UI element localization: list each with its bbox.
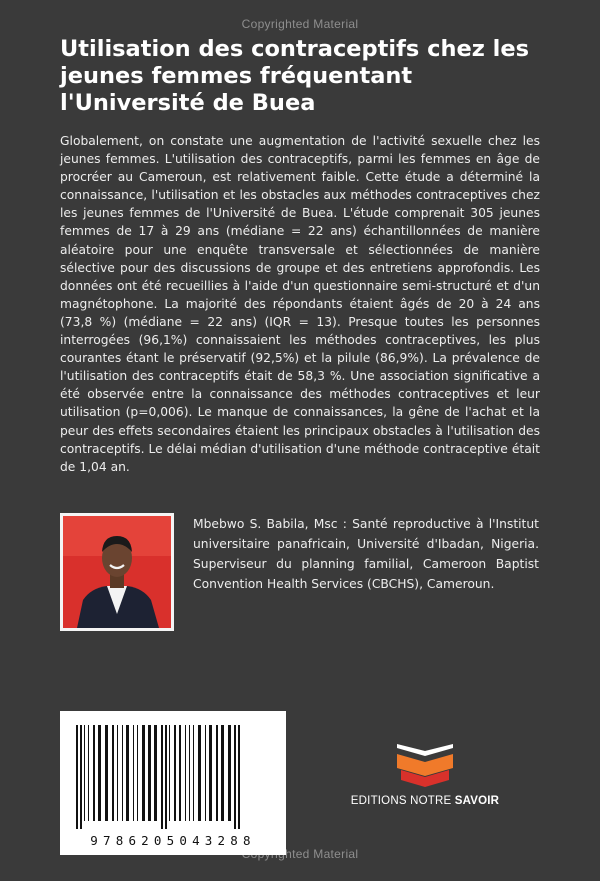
watermark-bottom: Copyrighted Material — [241, 847, 359, 861]
book-abstract: Globalement, on constate une augmentation de l'activité sexuelle chez les jeunes femmes. L'utilisation des contraceptifs, parmi les femmes en âge de procréer au Cameroun, est relativement faible. Cette étude a déterminé la connaissance, l'utilisation et les obstacles aux méthodes contraceptives chez les jeunes femmes de l'Université de Buea. L'étude comprenait 305 jeunes femmes de 17 à 29 ans (médiane = 22 ans) échantillonnées de manière aléatoire pour une enquête transversale et sélectionnées de manière sélective pour des discussions de groupe et des entretiens approfondis. Les données ont été recueillies à l'aide d'un questionnaire semi-structuré et d'un magnétophone. La majorité des répondants étaient âgés de 20 à 24 ans (73,8 %) (médiane = 22 ans) (IQR = 13). Presque toutes les personnes interrogées (96,1%) connaissaient les méthodes contraceptives, les plus courantes étant le préservatif (92,5%) et la pilule (86,9%). La prévalence de l'utilisation des contraceptifs était de 58,3 %. Une association significative a été observée entre la connaissance des méthodes contraceptives et leur utilisation (p=0,006). Le manque de connaissances, la gêne de l'achat et la peur des effets secondaires étaient les principaux obstacles à l'utilisation des contraceptifs. Le délai médian d'utilisation d'une méthode contraceptive était de 1,04 an. — [60, 134, 540, 474]
publisher-logo — [345, 738, 505, 828]
watermark-top: Copyrighted Material — [241, 17, 359, 31]
open-book-stack-logo-icon — [393, 738, 457, 790]
barcode-bars-icon — [74, 725, 272, 829]
isbn-number: 9786205043288 — [90, 833, 256, 848]
author-bio: Mbebwo S. Babila, Msc : Santé reproductive à l'Institut universitaire panafricain, Université d'Ibadan, Nigeria. Superviseur du planning familial, Cameroon Baptist Convention Health Services (CBCHS), Cameroun. — [193, 517, 539, 591]
publisher-name-bold: SAVOIR — [454, 795, 500, 807]
publisher-name-regular: EDITIONS NOTRE — [350, 795, 455, 807]
publisher-name — [345, 795, 505, 807]
barcode — [60, 711, 286, 855]
book-title: Utilisation des contraceptifs chez les jeunes femmes fréquentant l'Université de Buea — [60, 36, 530, 116]
author-photo — [60, 513, 174, 631]
author-portrait-icon — [63, 516, 171, 628]
